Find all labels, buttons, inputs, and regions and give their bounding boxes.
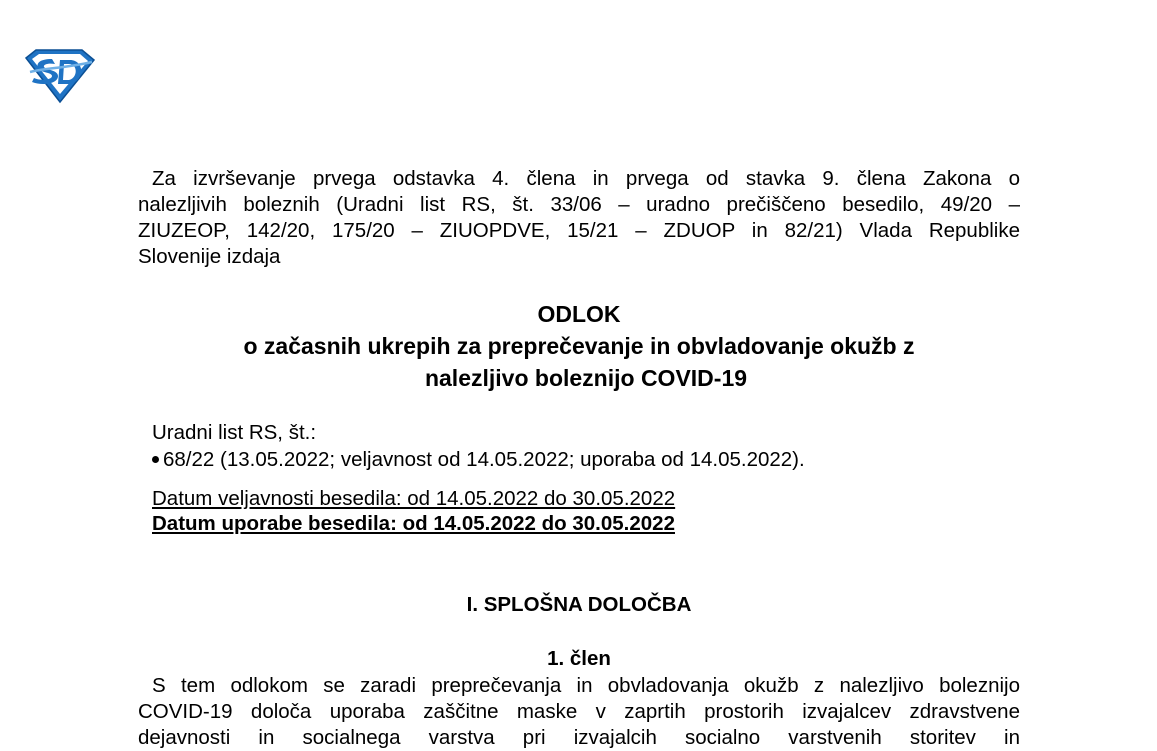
article-line: dejavnosti in socialnega varstva pri izvajalcih socialno varstvenih storitev in [138, 726, 1020, 749]
bullet-icon [152, 456, 159, 463]
section-heading: I. SPLOŠNA DOLOČBA [466, 593, 692, 616]
validity-date: Datum veljavnosti besedila: od 14.05.2022 do 30.05.2022 [152, 487, 676, 510]
intro-line: nalezljivih boleznih (Uradni list RS, št. 33/06 – uradno prečiščeno besedilo, 49/20 – [138, 193, 1020, 216]
gazette-label: Uradni list RS, št.: [152, 421, 317, 444]
intro-paragraph [138, 166, 1020, 270]
intro-line: Za izvrševanje prvega odstavka 4. člena in prvega od stavka 9. člena Zakona o [152, 167, 1020, 190]
gazette-item [152, 447, 805, 473]
intro-line: Slovenije izdaja [138, 245, 281, 268]
sd-logo [22, 48, 96, 104]
gazette-item-text: 68/22 (13.05.2022; veljavnost od 14.05.2022; uporaba od 14.05.2022). [163, 448, 805, 471]
article-paragraph [138, 673, 1020, 751]
intro-line: ZIUZEOP, 142/20, 175/20 – ZIUOPDVE, 15/21 – ZDUOP in 82/21) Vlada Republike [138, 219, 1020, 242]
article-line: COVID-19 določa uporaba zaščitne maske v zaprtih prostorih izvajalcev zdravstvene [138, 700, 1020, 723]
decree-title: ODLOK [537, 301, 621, 327]
application-date: Datum uporabe besedila: od 14.05.2022 do 30.05.2022 [152, 512, 675, 535]
decree-subtitle-line: o začasnih ukrepih za preprečevanje in obvladovanje okužb z [243, 333, 915, 359]
article-line: S tem odlokom se zaradi preprečevanja in obvladovanja okužb z nalezljivo boleznijo [152, 674, 1020, 697]
article-heading: 1. člen [547, 647, 611, 670]
decree-subtitle-line: nalezljivo boleznijo COVID-19 [424, 365, 748, 391]
